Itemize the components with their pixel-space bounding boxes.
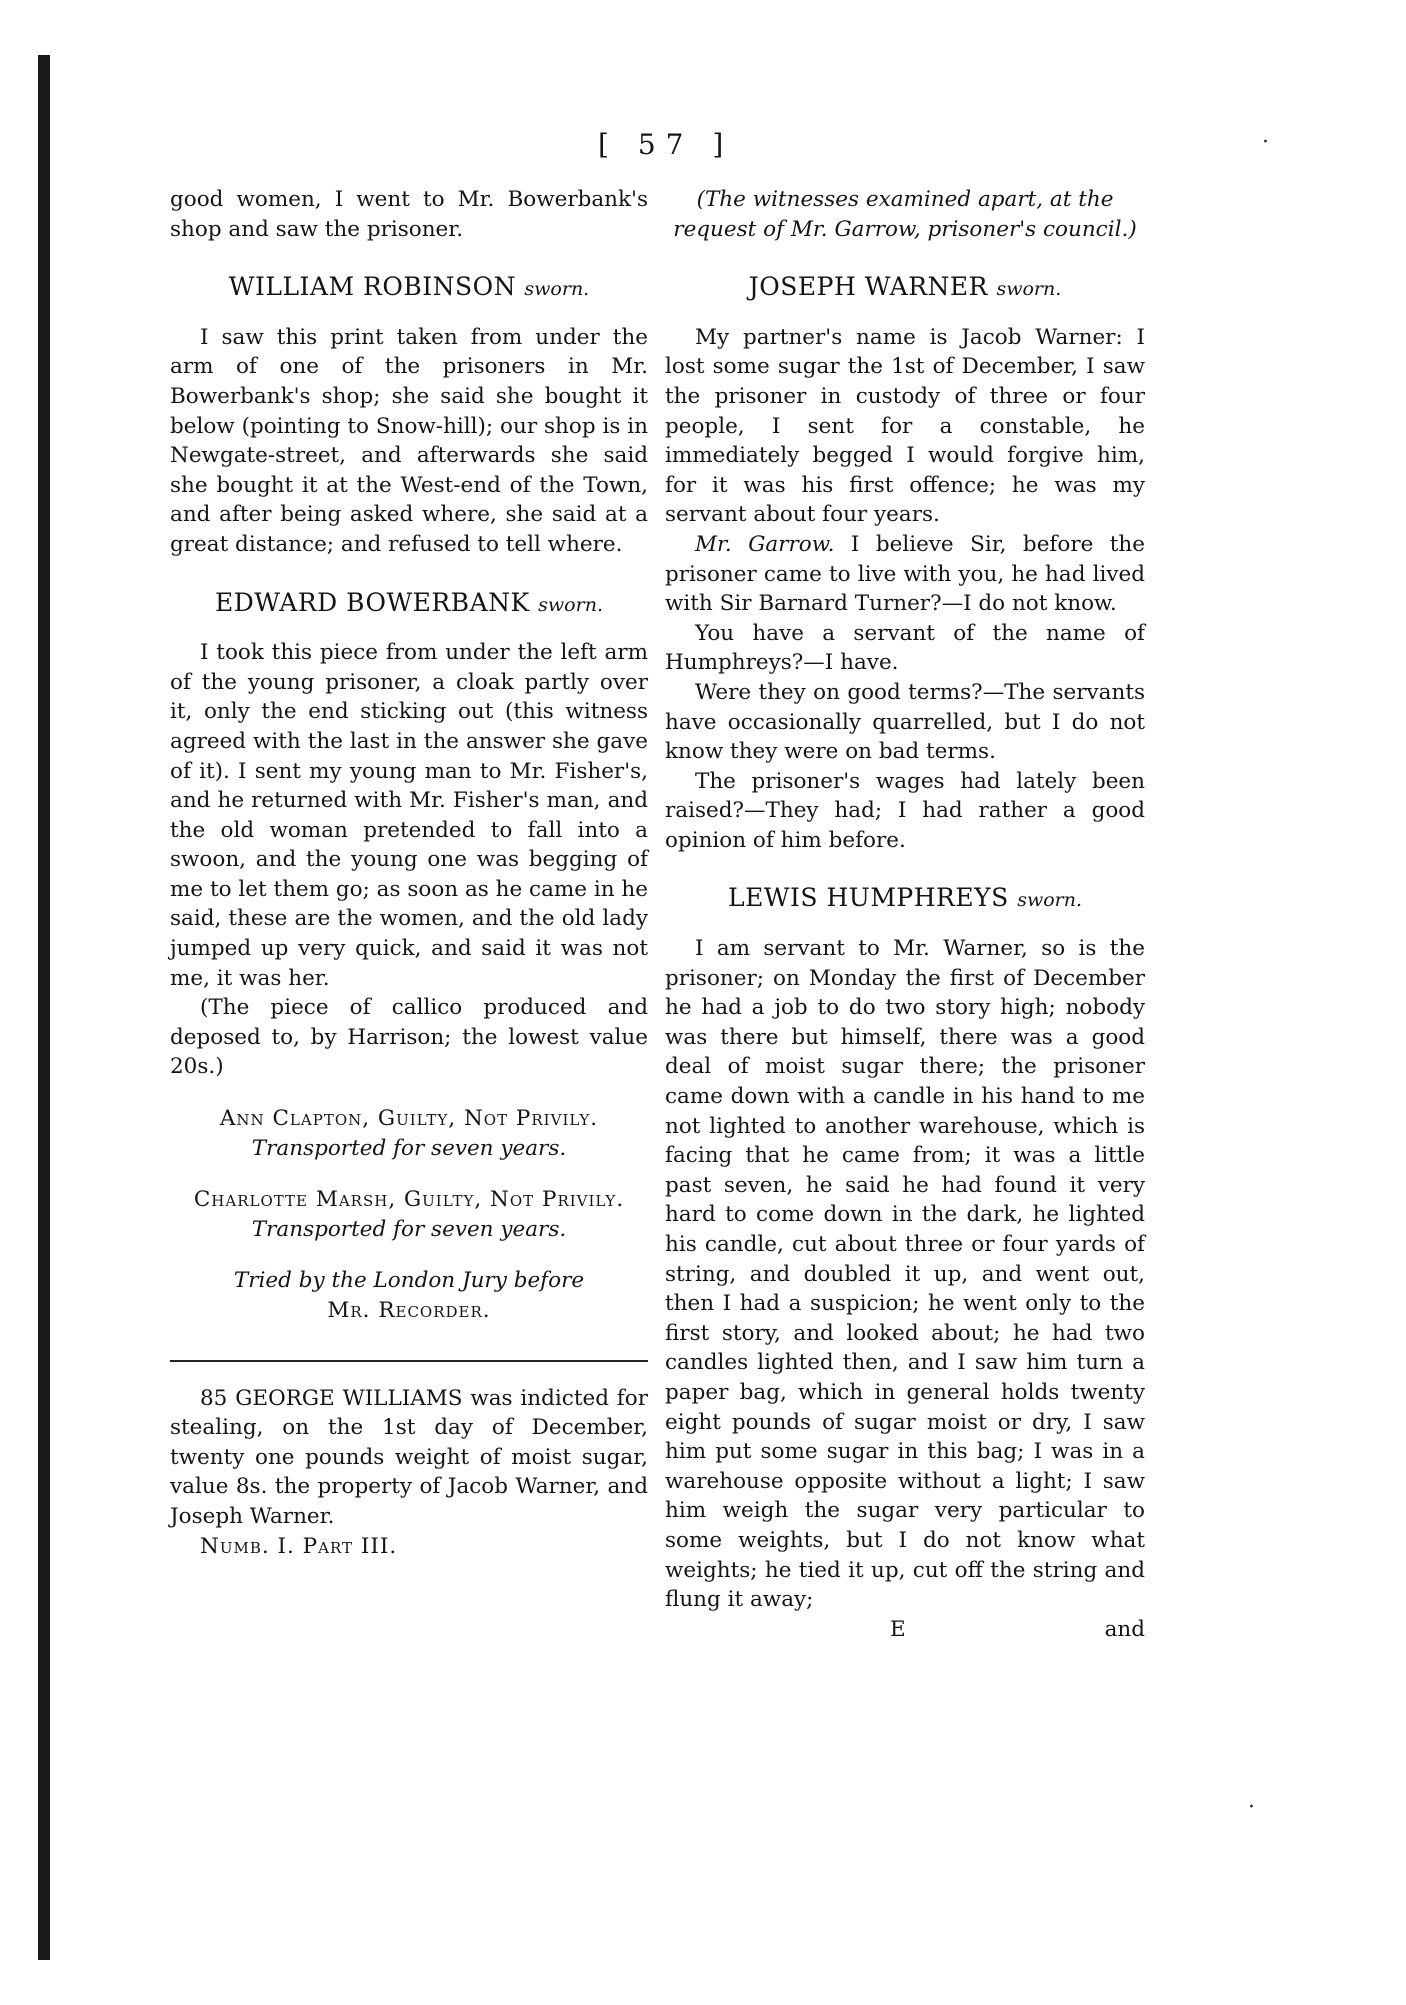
verdict-clapton	[170, 1104, 648, 1163]
book-spine-edge	[38, 55, 50, 1960]
page-number: [ 57 ]	[598, 128, 734, 161]
intro-paragraph: good women, I went to Mr. Bowerbank's shop and saw the prisoner.	[170, 187, 648, 242]
exchange-paragraph: The prisoner's wages had lately been raised?—They had; I had rather a good opinion of him before.	[665, 768, 1145, 853]
trial-note	[170, 1266, 648, 1325]
witness-heading-humphreys	[665, 883, 1145, 916]
left-column	[170, 185, 648, 1561]
footer-signature: Numb. I. Part III.	[200, 1533, 398, 1559]
catchword: and	[1104, 1616, 1145, 1642]
sentence-text: Transported for seven years.	[251, 1135, 567, 1161]
witness-heading-bowerbank	[170, 588, 648, 621]
signature-mark: E	[890, 1616, 906, 1642]
right-column	[665, 185, 1145, 1644]
witness-name: WILLIAM ROBINSON	[228, 272, 516, 302]
warner-testimony: My partner's name is Jacob Warner: I lost some sugar the 1st of December, I saw the prisoner in custody of three or four people, I sent for a constable, he immediately begged I would forgive him, for it was his first offence; he was my servant about four years.	[665, 324, 1145, 528]
case-85-indictment: 85 GEORGE WILLIAMS was indicted for stealing, on the 1st day of December, twenty one pounds weight of moist sugar, value 8s. the property of Jacob Warner, and Joseph Warner.	[170, 1385, 648, 1529]
page-catch-line	[665, 1615, 1145, 1645]
question-text: I believe Sir, before the prisoner came to live with you, he had lived with Sir Barnard Turner?—I do not know.	[665, 531, 1145, 617]
verdict-marsh	[170, 1185, 648, 1244]
sworn-label: sworn.	[524, 278, 590, 301]
robinson-testimony: I saw this print taken from under the arm of one of the prisoners in Mr. Bowerbank's shop; she said she bought it below (pointing to Snow-hill); our shop is in Newgate-street, and afterwards she said she bought it at the West-end of the Town, and after being asked where, she said at a great distance; and refused to tell where.	[170, 324, 648, 557]
sworn-label: sworn.	[996, 278, 1062, 301]
exchange-paragraph: You have a servant of the name of Humphreys?—I have.	[665, 620, 1145, 676]
sentence-text: Transported for seven years.	[251, 1216, 567, 1242]
witness-name: LEWIS HUMPHREYS	[727, 883, 1009, 913]
callico-note: (The piece of callico produced and deposed to, by Harrison; the lowest value 20s.)	[170, 995, 648, 1080]
trial-note-line: Mr. Recorder.	[327, 1298, 491, 1323]
ink-speck: ·	[1248, 1795, 1255, 1820]
witness-heading-robinson	[170, 272, 648, 305]
humphreys-testimony: I am servant to Mr. Warner, so is the prisoner; on Monday the first of December he had a job to do two story high; nobody was there but himself, there was a good deal of moist sugar there; the prisoner came down with a candle in his hand to me not lighted to another warehouse, which is facing that he came from; it was a little past seven, he said he had found it very hard to come down in the dark, he lighted his candle, cut about three or four yards of string, and doubled it up, and went out, then I had a suspicion; he went only to the first story, and looked about; he had two candles lighted then, and I saw him turn a paper bag, which in general holds twenty eight pounds of sugar moist or dry, I saw him put some sugar in this bag; I was in a warehouse opposite without a light; I saw him weigh the sugar very particular to some weights, but I do not know what weights; he tied it up, cut off the string and flung it away;	[665, 936, 1145, 1613]
bowerbank-testimony: I took this piece from under the left arm of the young prisoner, a cloak partly over it, only the end sticking out (this witness agreed with the last in the answer she gave of it). I sent my young man to Mr. Fisher's, and he returned with Mr. Fisher's man, and the old woman pretended to fall into a swoon, and the young one was begging of me to let them go; as soon as he came in he said, these are the women, and the old lady jumped up very quick, and said it was not me, it was her.	[170, 640, 648, 991]
sworn-label: sworn.	[538, 593, 603, 616]
section-divider	[170, 1360, 648, 1362]
ink-speck: ·	[1262, 130, 1269, 155]
witness-heading-warner	[665, 272, 1145, 305]
witness-note: (The witnesses examined apart, at the request of Mr. Garrow, prisoner's council.)	[673, 187, 1137, 242]
verdict-text: Charlotte Marsh, Guilty, Not Privily.	[193, 1187, 625, 1213]
exchange-paragraph: Were they on good terms?—The servants have occasionally quarrelled, but I do not know they were on bad terms.	[665, 679, 1145, 765]
witness-name: JOSEPH WARNER	[748, 272, 988, 302]
trial-note-line: Tried by the London Jury before	[233, 1268, 585, 1294]
verdict-text: Ann Clapton, Guilty, Not Privily.	[219, 1106, 599, 1132]
witness-name: EDWARD BOWERBANK	[215, 587, 530, 617]
speaker-label: Mr. Garrow.	[695, 531, 835, 557]
garrow-question	[665, 530, 1145, 619]
sworn-label: sworn.	[1017, 889, 1083, 912]
